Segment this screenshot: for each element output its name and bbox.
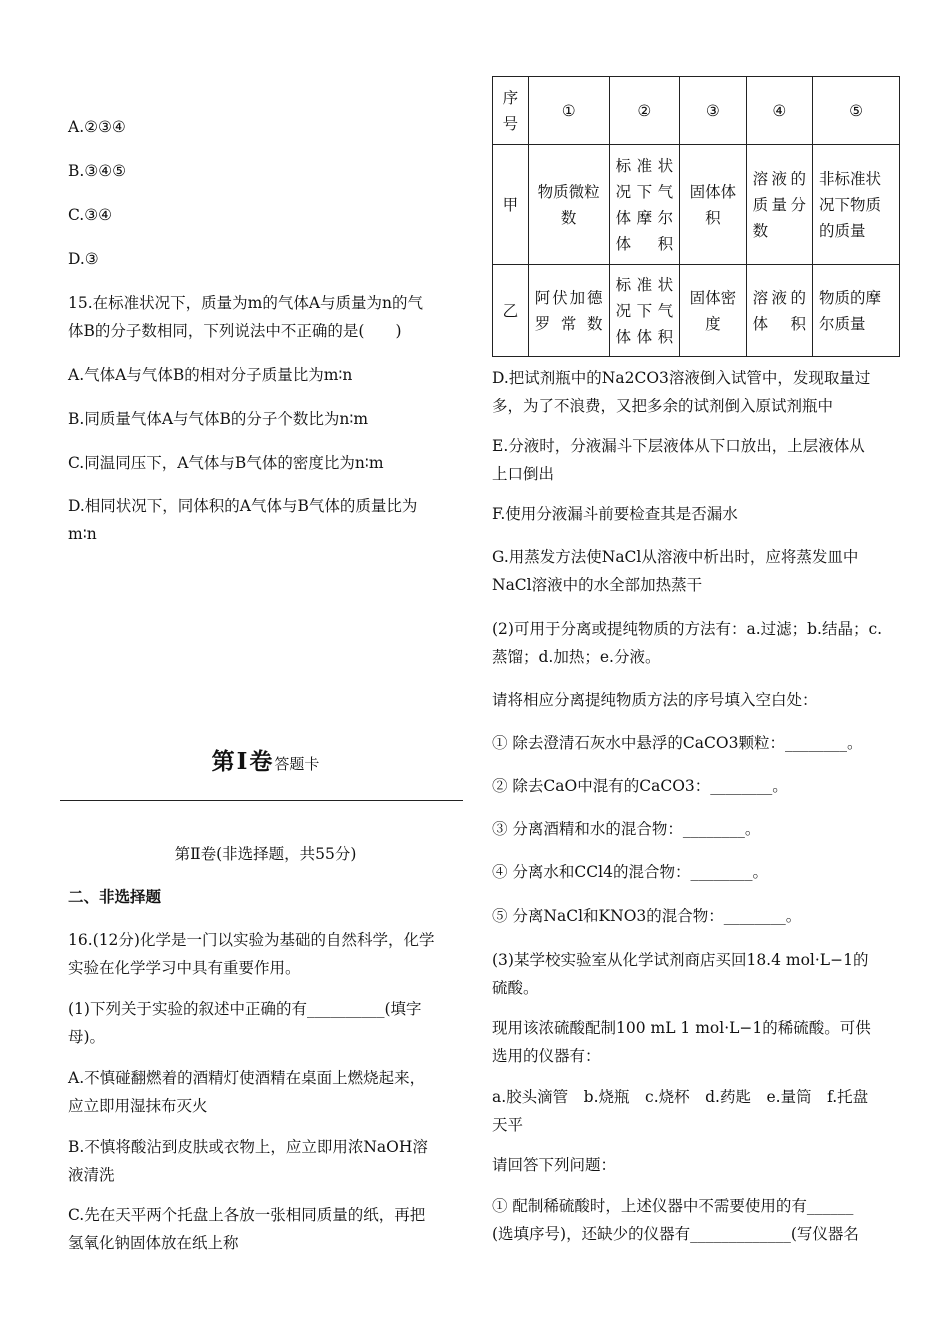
q15-option-d-line2: m∶n [68,525,97,543]
section2-heading: 二、非选择题 [68,887,162,906]
q16-line2: 实验在化学学习中具有重要作用。 [68,959,301,977]
q16-option-b-line2: 液清洗 [68,1166,115,1184]
q16-option-e-line1: E.分液时，分液漏斗下层液体从下口放出，上层液体从 [492,437,865,455]
option-c: C.③④ [68,206,113,224]
table-cell: 标准状况下气体摩尔体积 [609,145,680,265]
question-1-line1: ① 配制稀硫酸时，上述仪器中不需要使用的有______ [492,1197,854,1215]
sub3-line1: (3)某学校实验室从化学试剂商店买回18.4 mol·L−1的 [492,951,869,969]
q16-option-c-line2: 氢氧化钠固体放在纸上称 [68,1234,239,1252]
q16-option-b-line1: B.不慎将酸沾到皮肤或衣物上，应立即用浓NaOH溶 [68,1138,428,1156]
table-header-row [493,77,900,145]
table-row [493,145,900,265]
q15-option-c: C.同温同压下，A气体与B气体的密度比为n∶m [68,454,384,472]
table-header-cell: ⑤ [813,77,900,145]
q15-stem-line2: 体B的分子数相同，下列说法中不正确的是( ) [68,322,402,340]
instruments-line1: a.胶头滴管 b.烧瓶 c.烧杯 d.药匙 e.量筒 f.托盘 [492,1088,869,1106]
q16-option-f: F.使用分液漏斗前要检查其是否漏水 [492,505,738,523]
table-row [493,265,900,357]
sub2-prompt: 请将相应分离提纯物质方法的序号填入空白处： [492,691,818,709]
table-cell: 标准状况下气体体积 [609,265,680,357]
table-header-cell: ④ [746,77,812,145]
answer-card-title [68,745,463,781]
table-cell: 固体密度 [680,265,746,357]
table-header-cell: ② [609,77,680,145]
card-title-small: 答题卡 [274,755,320,773]
table-cell: 甲 [493,145,529,265]
table-header-cell: ③ [680,77,746,145]
sub2-item-2: ② 除去CaO中混有的CaCO3：________。 [492,777,788,795]
sub2-item-3: ③ 分离酒精和水的混合物：________。 [492,820,761,838]
q16-option-a-line1: A.不慎碰翻燃着的酒精灯使酒精在桌面上燃烧起来， [68,1069,426,1087]
instruments-line2: 天平 [492,1116,524,1134]
option-a: A.②③④ [68,118,126,136]
table-cell: 阿伏加德罗常数 [528,265,609,357]
table-cell: 溶液的体积 [746,265,812,357]
q15-option-b: B.同质量气体A与气体B的分子个数比为n∶m [68,410,369,428]
q16-option-g-line2: NaCl溶液中的水全部加热蒸干 [492,576,703,594]
card-title-big: 第Ⅰ卷 [211,748,275,775]
q16-option-d-line1: D.把试剂瓶中的Na2CO3溶液倒入试管中，发现取量过 [492,369,871,387]
q15-option-d-line1: D.相同状况下，同体积的A气体与B气体的质量比为 [68,497,418,515]
q15-stem-line1: 15.在标准状况下，质量为m的气体A与质量为n的气 [68,294,424,312]
answer-prompt: 请回答下列问题： [492,1156,617,1174]
table-cell: 物质的摩尔质量 [813,265,900,357]
sub3b-line1: 现用该浓硫酸配制100 mL 1 mol·L−1的稀硫酸。可供 [492,1019,871,1037]
sub2-line2: 蒸馏；d.加热；e.分液。 [492,648,661,666]
sub2-item-1: ① 除去澄清石灰水中悬浮的CaCO3颗粒：________。 [492,734,863,752]
sub2-item-5: ⑤ 分离NaCl和KNO3的混合物：________。 [492,907,802,925]
table-cell: 固体体积 [680,145,746,265]
q16-option-c-line1: C.先在天平两个托盘上各放一张相同质量的纸，再把 [68,1206,426,1224]
q16-sub1-line1: (1)下列关于实验的叙述中正确的有__________(填字 [68,1000,422,1018]
sub2-line1: (2)可用于分离或提纯物质的方法有：a.过滤；b.结晶；c. [492,620,883,638]
q16-option-a-line2: 应立即用湿抹布灭火 [68,1097,208,1115]
table-cell: 非标准状况下物质的质量 [813,145,900,265]
table-cell: 乙 [493,265,529,357]
q16-option-e-line2: 上口倒出 [492,465,555,483]
table-header-cell: ① [528,77,609,145]
table-cell: 物质微粒数 [528,145,609,265]
part2-title: 第Ⅱ卷(非选择题，共55分) [174,845,357,863]
q15-option-a: A.气体A与气体B的相对分子质量比为m∶n [68,366,353,384]
table-cell: 溶液的质量分数 [746,145,812,265]
sub3b-line2: 选用的仪器有： [492,1047,601,1065]
sub2-item-4: ④ 分离水和CCl4的混合物：________。 [492,863,768,881]
q16-option-g-line1: G.用蒸发方法使NaCl从溶液中析出时，应将蒸发皿中 [492,548,859,566]
sub3-line2: 硫酸。 [492,979,539,997]
question-1-line2: (选填序号)，还缺少的仪器有_____________(写仪器名 [492,1225,859,1243]
option-b: B.③④⑤ [68,162,127,180]
option-d: D.③ [68,250,99,268]
divider-line [60,800,463,801]
q16-option-d-line2: 多，为了不浪费，又把多余的试剂倒入原试剂瓶中 [492,397,834,415]
comparison-table [492,76,900,357]
q16-sub1-line2: 母)。 [68,1028,106,1046]
table-header-cell: 序号 [493,77,529,145]
q16-line1: 16.(12分)化学是一门以实验为基础的自然科学，化学 [68,931,435,949]
